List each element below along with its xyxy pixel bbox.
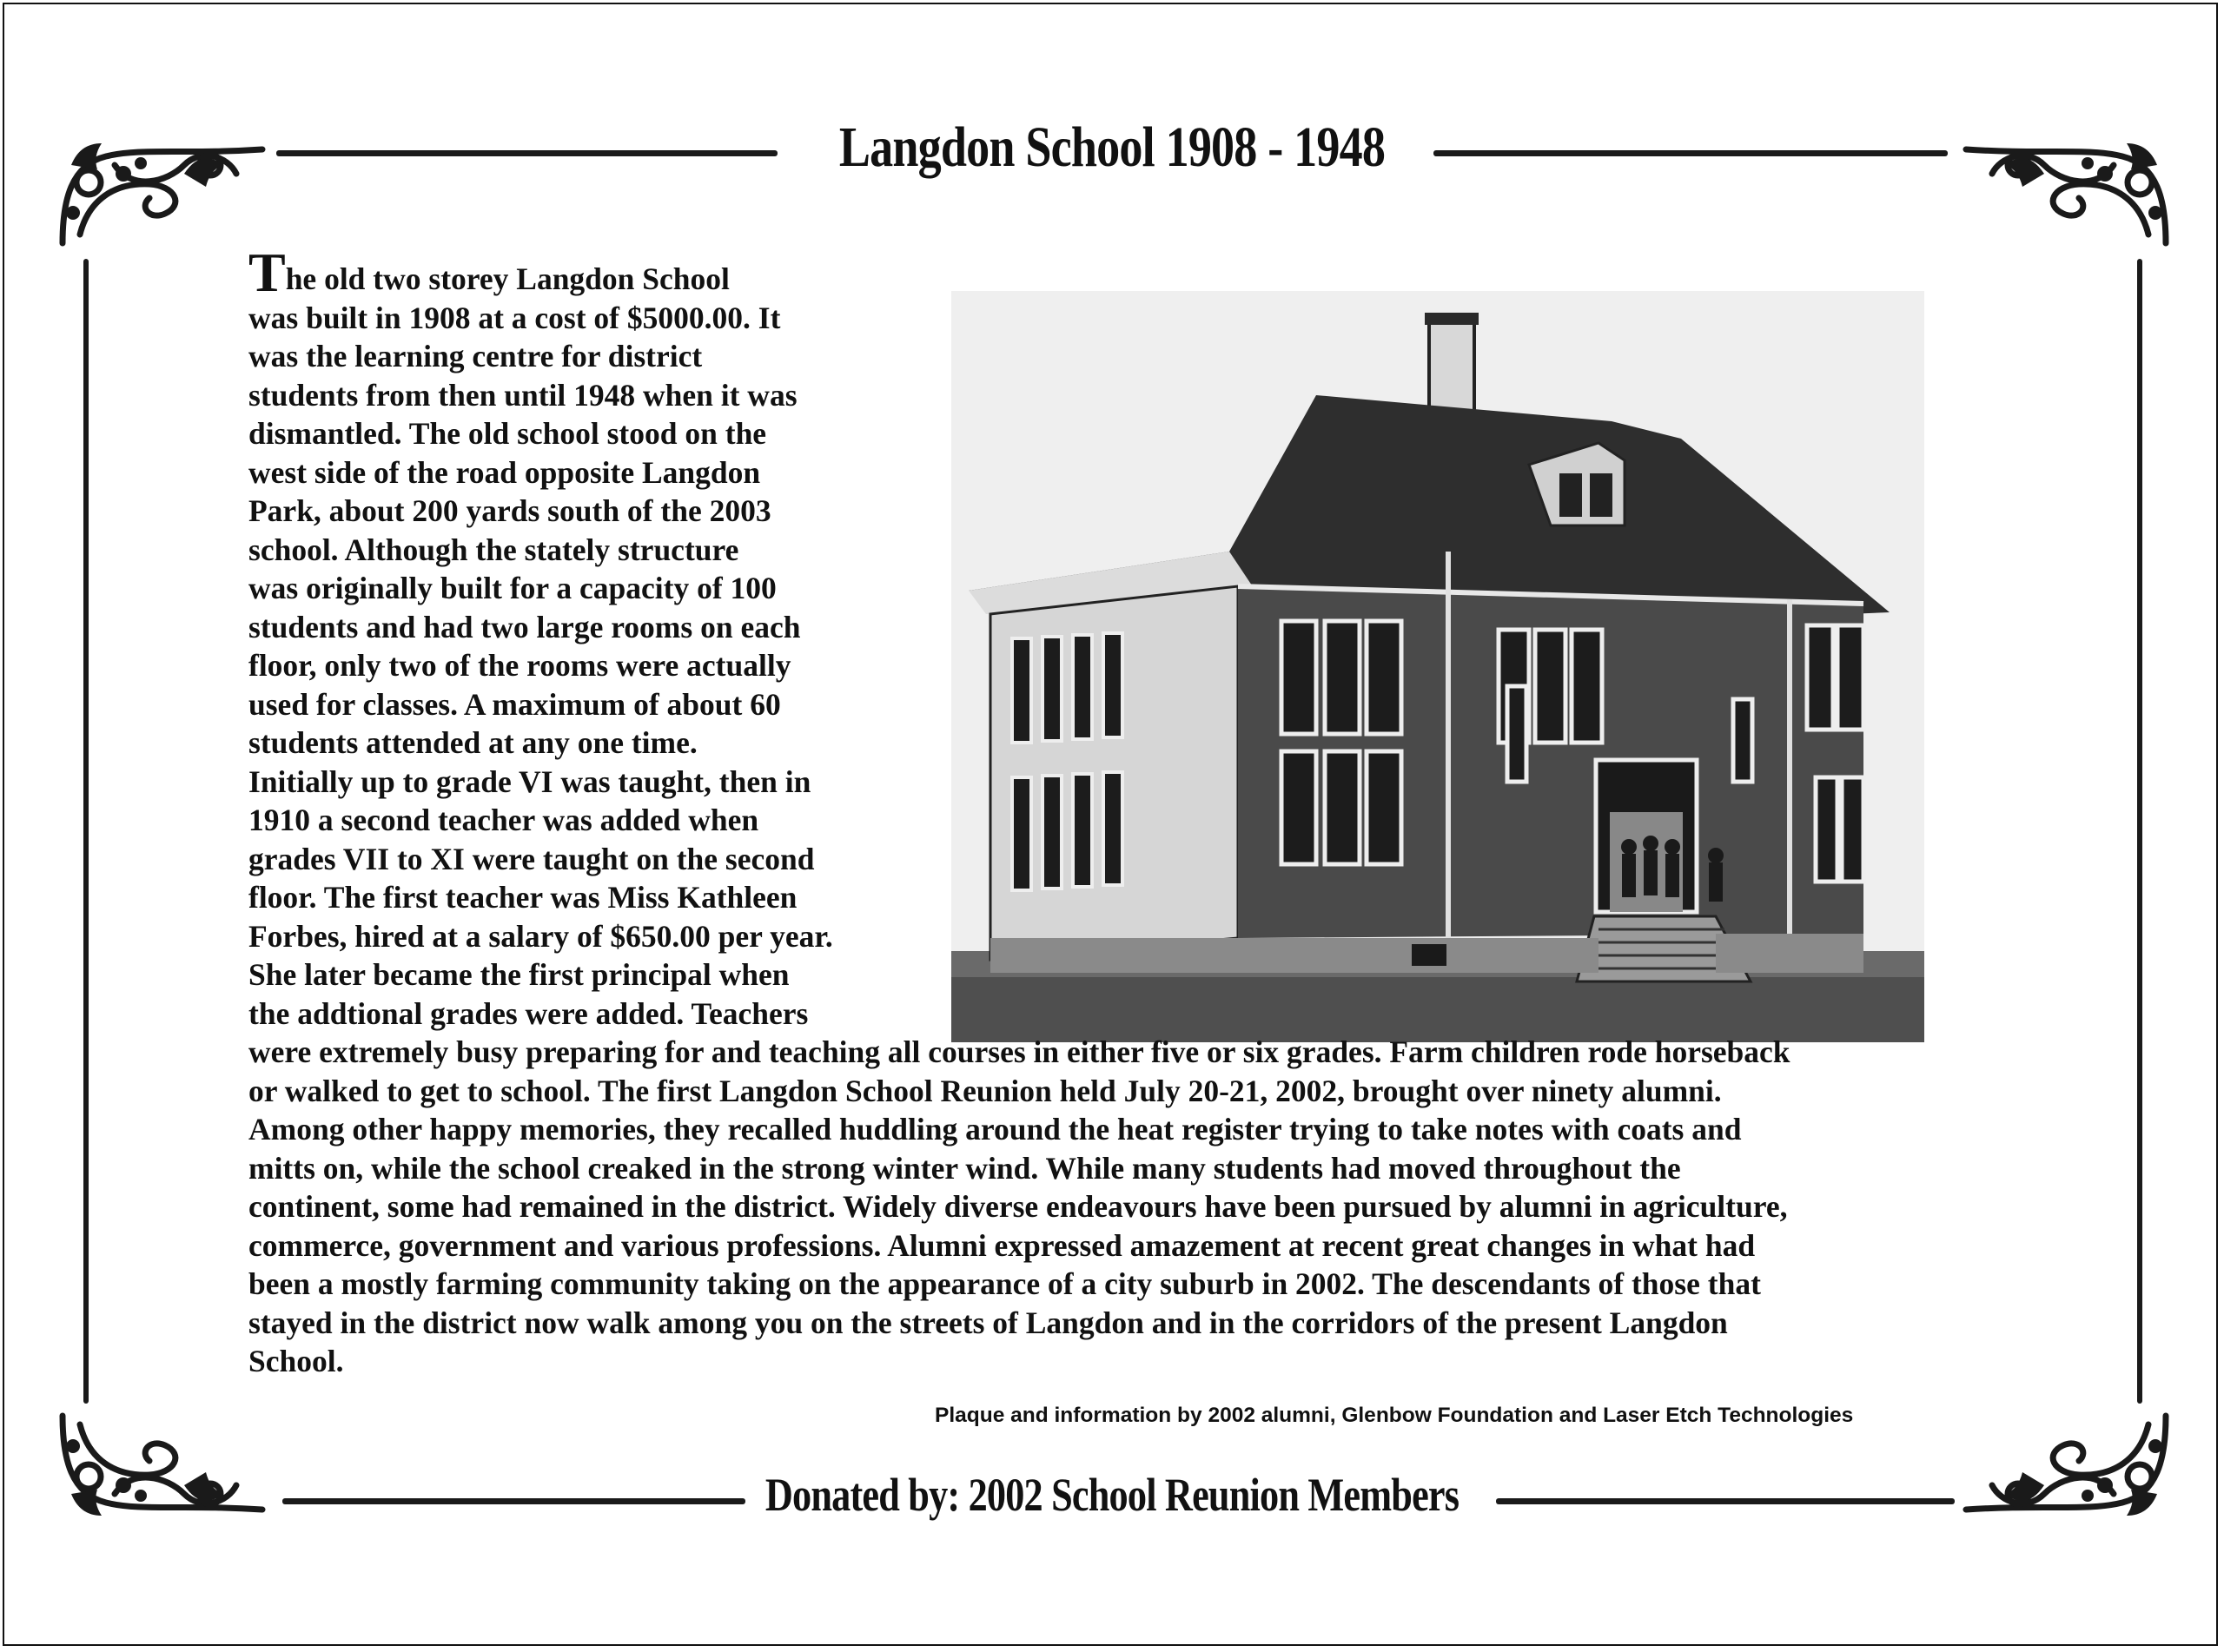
body-line: Park, about 200 yards south of the 2003: [248, 493, 771, 528]
body-line: been a mostly farming community taking on the appearance of a city suburb in 2002. The descendants of those that: [248, 1266, 1761, 1301]
right-border-rule: [2137, 259, 2142, 1404]
body-line: dismantled. The old school stood on the: [248, 416, 767, 451]
body-line: students from then until 1948 when it was: [248, 377, 798, 413]
body-line: west side of the road opposite Langdon: [248, 454, 761, 490]
body-line: She later became the first principal when: [248, 957, 790, 992]
body-line: students attended at any one time.: [248, 725, 698, 760]
credit-line: Plaque and information by 2002 alumni, Glenbow Foundation and Laser Etch Technologies: [935, 1404, 1854, 1427]
page-title: Langdon School 1908 - 1948: [838, 116, 1386, 179]
left-border-rule: [83, 259, 89, 1404]
body-line: students and had two large rooms on each: [248, 609, 801, 644]
body-line: Among other happy memories, they recalled huddling around the heat register trying to take notes with coats and: [248, 1112, 1742, 1146]
body-line: 1910 a second teacher was added when: [248, 803, 759, 837]
article-body: [248, 241, 1986, 1381]
body-line: floor. The first teacher was Miss Kathleen: [248, 880, 798, 915]
body-line: was the learning centre for district: [248, 339, 703, 373]
body-line: floor, only two of the rooms were actually: [248, 648, 791, 683]
drop-cap: T: [248, 241, 286, 303]
body-line: mitts on, while the school creaked in the strong winter wind. While many students had moved throughout the: [248, 1150, 1681, 1186]
body-line: Initially up to grade VI was taught, then in: [248, 763, 811, 799]
body-line: were extremely busy preparing for and teaching all courses in either five or six grades. Farm children rode horseback: [248, 1034, 1790, 1069]
body-line: continent, some had remained in the district. Widely diverse endeavours have been pursued by alumni in agriculture,: [248, 1189, 1788, 1224]
body-line: the addtional grades were added. Teachers: [248, 995, 809, 1031]
body-line: used for classes. A maximum of about 60: [248, 686, 781, 722]
body-line: was built in 1908 at a cost of $5000.00. It: [248, 300, 781, 335]
body-line: commerce, government and various professions. Alumni expressed amazement at recent great changes in what had: [248, 1227, 1756, 1263]
body-line: grades VII to XI were taught on the second: [248, 841, 815, 876]
body-line: or walked to get to school. The first Langdon School Reunion held July 20-21, 2002, brought over ninety alumni.: [248, 1073, 1722, 1108]
body-line-1: The old two storey Langdon School: [248, 241, 730, 303]
body-line: school. Although the stately structure: [248, 532, 739, 567]
body-line: School.: [248, 1344, 344, 1378]
body-line: was originally built for a capacity of 100: [248, 571, 777, 605]
body-line: Forbes, hired at a salary of $650.00 per year.: [248, 918, 833, 954]
body-line: stayed in the district now walk among you on the streets of Langdon and in the corridors of the present Langdon: [248, 1305, 1728, 1340]
donor-footer: Donated by: 2002 School Reunion Members: [764, 1469, 1460, 1521]
